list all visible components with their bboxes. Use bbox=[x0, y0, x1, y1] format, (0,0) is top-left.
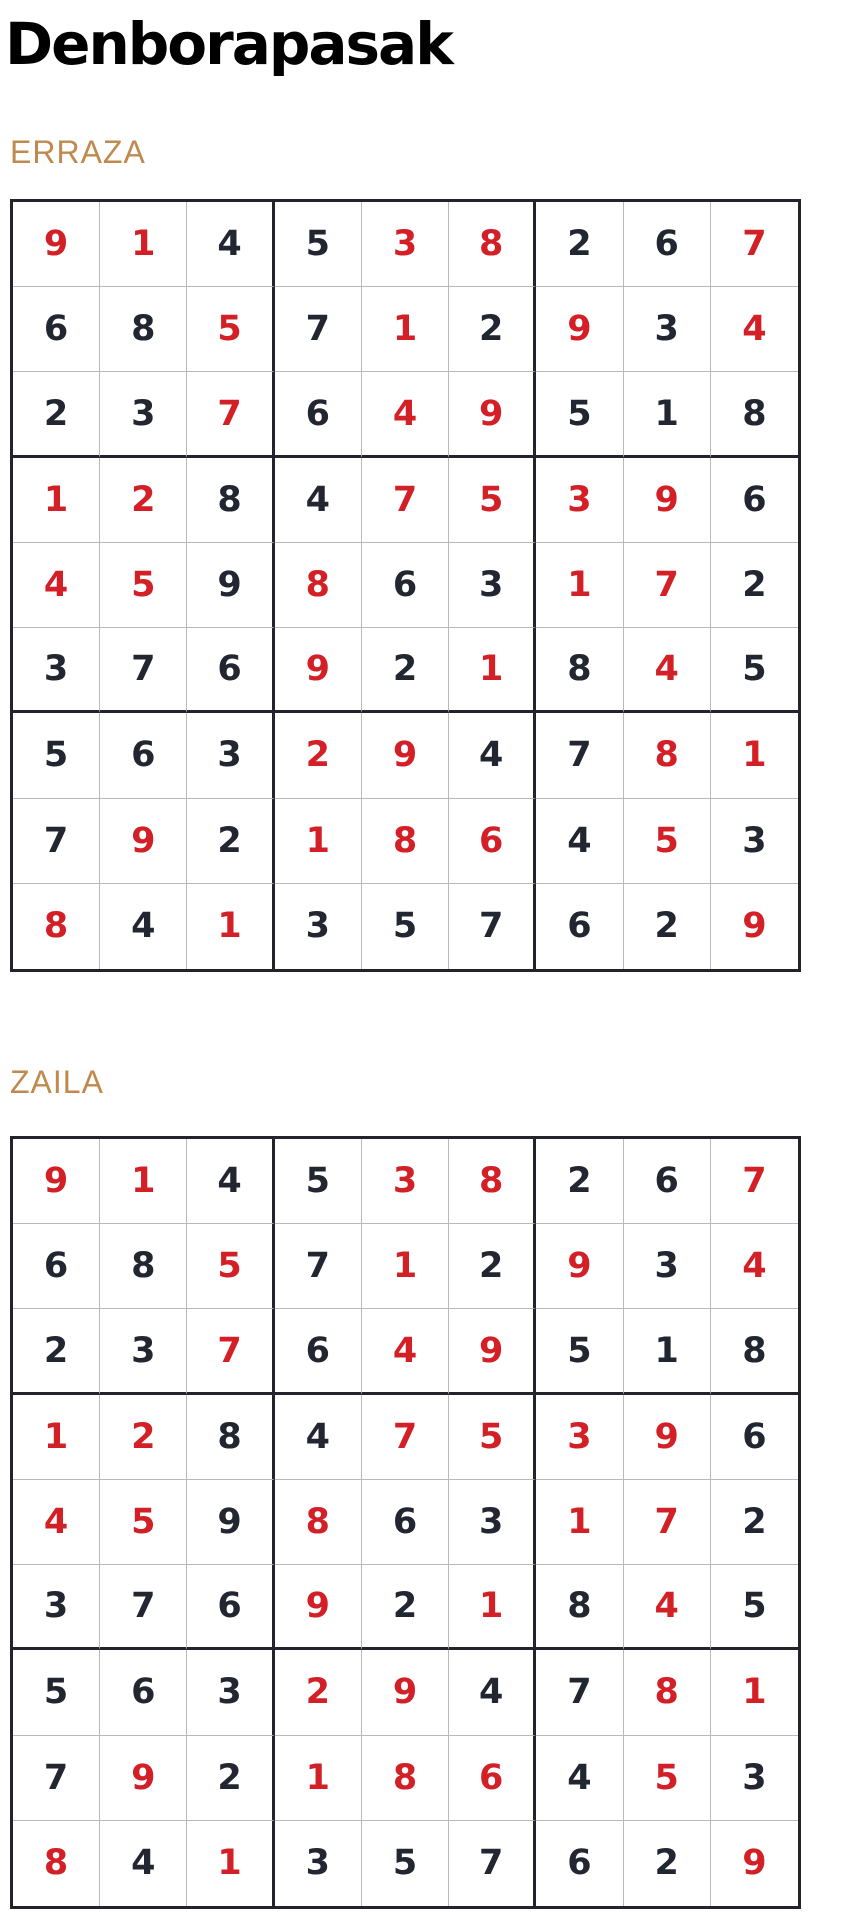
sudoku-cell: 8 bbox=[449, 1139, 536, 1224]
sudoku-cell: 1 bbox=[100, 202, 187, 287]
sudoku-cell: 1 bbox=[362, 1224, 449, 1309]
sudoku-cell: 6 bbox=[362, 1480, 449, 1565]
sudoku-cell: 2 bbox=[13, 372, 100, 457]
sudoku-cell: 1 bbox=[13, 1395, 100, 1480]
sudoku-cell: 6 bbox=[624, 1139, 711, 1224]
level-label-easy: ERRAZA bbox=[10, 134, 146, 170]
sudoku-cell: 8 bbox=[711, 372, 798, 457]
sudoku-cell: 2 bbox=[711, 1480, 798, 1565]
sudoku-cell: 2 bbox=[449, 1224, 536, 1309]
sudoku-cell: 1 bbox=[187, 1821, 274, 1906]
sudoku-cell: 8 bbox=[13, 1821, 100, 1906]
sudoku-cell: 2 bbox=[624, 1821, 711, 1906]
sudoku-cell: 8 bbox=[536, 1565, 623, 1650]
sudoku-cell: 8 bbox=[100, 1224, 187, 1309]
sudoku-cell: 3 bbox=[536, 1395, 623, 1480]
sudoku-cell: 7 bbox=[187, 1309, 274, 1394]
sudoku-cell: 2 bbox=[275, 713, 362, 798]
sudoku-cell: 1 bbox=[536, 543, 623, 628]
sudoku-cell: 2 bbox=[187, 799, 274, 884]
level-label-hard: ZAILA bbox=[10, 1064, 104, 1100]
sudoku-cell: 3 bbox=[187, 1650, 274, 1735]
sudoku-cell: 5 bbox=[275, 1139, 362, 1224]
sudoku-cell: 6 bbox=[100, 1650, 187, 1735]
sudoku-cell: 3 bbox=[536, 458, 623, 543]
sudoku-cell: 7 bbox=[13, 1736, 100, 1821]
sudoku-cell: 1 bbox=[624, 1309, 711, 1394]
sudoku-cell: 9 bbox=[275, 1565, 362, 1650]
sudoku-cell: 9 bbox=[362, 713, 449, 798]
sudoku-cell: 2 bbox=[536, 202, 623, 287]
sudoku-cell: 7 bbox=[449, 1821, 536, 1906]
sudoku-cell: 1 bbox=[711, 713, 798, 798]
sudoku-cell: 4 bbox=[624, 628, 711, 713]
sudoku-cell: 6 bbox=[100, 713, 187, 798]
sudoku-cell: 9 bbox=[187, 543, 274, 628]
sudoku-cell: 2 bbox=[100, 1395, 187, 1480]
sudoku-cell: 5 bbox=[711, 1565, 798, 1650]
sudoku-cell: 4 bbox=[13, 1480, 100, 1565]
sudoku-cell: 4 bbox=[362, 372, 449, 457]
sudoku-cell: 6 bbox=[187, 1565, 274, 1650]
sudoku-cell: 3 bbox=[711, 1736, 798, 1821]
sudoku-cell: 8 bbox=[449, 202, 536, 287]
sudoku-cell: 5 bbox=[449, 1395, 536, 1480]
sudoku-cell: 2 bbox=[275, 1650, 362, 1735]
sudoku-cell: 7 bbox=[187, 372, 274, 457]
sudoku-cell: 9 bbox=[13, 1139, 100, 1224]
sudoku-cell: 6 bbox=[536, 1821, 623, 1906]
sudoku-cell: 4 bbox=[536, 1736, 623, 1821]
sudoku-cell: 8 bbox=[362, 799, 449, 884]
sudoku-cell: 4 bbox=[449, 713, 536, 798]
sudoku-cell: 5 bbox=[711, 628, 798, 713]
sudoku-cell: 2 bbox=[13, 1309, 100, 1394]
sudoku-cell: 8 bbox=[275, 543, 362, 628]
sudoku-cell: 4 bbox=[187, 1139, 274, 1224]
sudoku-cell: 6 bbox=[711, 1395, 798, 1480]
sudoku-cell: 4 bbox=[187, 202, 274, 287]
sudoku-cell: 7 bbox=[711, 1139, 798, 1224]
sudoku-cell: 3 bbox=[449, 1480, 536, 1565]
sudoku-cell: 7 bbox=[711, 202, 798, 287]
sudoku-cell: 3 bbox=[100, 372, 187, 457]
sudoku-cell: 3 bbox=[449, 543, 536, 628]
sudoku-cell: 8 bbox=[362, 1736, 449, 1821]
sudoku-cell: 5 bbox=[13, 713, 100, 798]
sudoku-cell: 2 bbox=[711, 543, 798, 628]
sudoku-cell: 7 bbox=[624, 543, 711, 628]
sudoku-cell: 1 bbox=[13, 458, 100, 543]
sudoku-cell: 5 bbox=[362, 1821, 449, 1906]
sudoku-cell: 6 bbox=[624, 202, 711, 287]
sudoku-cell: 9 bbox=[100, 1736, 187, 1821]
sudoku-cell: 9 bbox=[536, 287, 623, 372]
sudoku-cell: 7 bbox=[362, 458, 449, 543]
sudoku-cell: 9 bbox=[624, 458, 711, 543]
sudoku-cell: 2 bbox=[362, 628, 449, 713]
sudoku-cell: 7 bbox=[624, 1480, 711, 1565]
sudoku-cell: 9 bbox=[742, 906, 767, 947]
sudoku-cell: 2 bbox=[449, 287, 536, 372]
sudoku-cell: 3 bbox=[624, 1224, 711, 1309]
sudoku-cell: 9 bbox=[362, 1650, 449, 1735]
sudoku-cell: 8 bbox=[187, 458, 274, 543]
sudoku-cell: 1 bbox=[275, 799, 362, 884]
sudoku-cell: 4 bbox=[100, 884, 187, 969]
sudoku-cell: 9 bbox=[187, 1480, 274, 1565]
sudoku-cell: 4 bbox=[624, 1565, 711, 1650]
sudoku-cell: 5 bbox=[624, 799, 711, 884]
sudoku-cell: 6 bbox=[362, 543, 449, 628]
sudoku-cell: 2 bbox=[100, 458, 187, 543]
sudoku-cell: 3 bbox=[100, 1309, 187, 1394]
sudoku-cell: 5 bbox=[187, 287, 274, 372]
sudoku-cell: 6 bbox=[187, 628, 274, 713]
sudoku-grid-hard bbox=[10, 1136, 801, 1909]
sudoku-cell: 5 bbox=[100, 543, 187, 628]
sudoku-cell: 1 bbox=[100, 1139, 187, 1224]
sudoku-cell: 3 bbox=[13, 1565, 100, 1650]
sudoku-cell: 5 bbox=[362, 884, 449, 969]
sudoku-cell: 6 bbox=[449, 799, 536, 884]
sudoku-cell: 5 bbox=[449, 458, 536, 543]
sudoku-grid-easy bbox=[10, 199, 801, 972]
sudoku-cell: 7 bbox=[275, 1224, 362, 1309]
sudoku-cell: 4 bbox=[449, 1650, 536, 1735]
sudoku-cell: 4 bbox=[275, 458, 362, 543]
sudoku-cell: 5 bbox=[13, 1650, 100, 1735]
sudoku-cell: 3 bbox=[187, 713, 274, 798]
sudoku-cell: 9 bbox=[13, 202, 100, 287]
sudoku-cell: 7 bbox=[100, 1565, 187, 1650]
sudoku-cell: 3 bbox=[711, 799, 798, 884]
sudoku-cell: 7 bbox=[275, 287, 362, 372]
sudoku-cell: 5 bbox=[187, 1224, 274, 1309]
sudoku-cell: 8 bbox=[13, 884, 100, 969]
sudoku-cell: 6 bbox=[13, 287, 100, 372]
sudoku-cell: 6 bbox=[13, 1224, 100, 1309]
sudoku-cell: 6 bbox=[449, 1736, 536, 1821]
sudoku-cell: 9 bbox=[275, 628, 362, 713]
sudoku-cell: 3 bbox=[624, 287, 711, 372]
sudoku-cell: 1 bbox=[536, 1480, 623, 1565]
sudoku-cell: 5 bbox=[100, 1480, 187, 1565]
sudoku-cell: 2 bbox=[536, 1139, 623, 1224]
sudoku-cell: 7 bbox=[449, 884, 536, 969]
sudoku-cell: 9 bbox=[449, 372, 536, 457]
sudoku-cell: 4 bbox=[536, 799, 623, 884]
sudoku-cell: 9 bbox=[742, 1843, 767, 1884]
sudoku-cell: 9 bbox=[100, 799, 187, 884]
sudoku-cell: 6 bbox=[536, 884, 623, 969]
sudoku-cell: 6 bbox=[275, 1309, 362, 1394]
sudoku-cell: 4 bbox=[13, 543, 100, 628]
sudoku-cell: 2 bbox=[187, 1736, 274, 1821]
sudoku-cell: 1 bbox=[624, 372, 711, 457]
sudoku-cell: 1 bbox=[449, 1565, 536, 1650]
sudoku-cell: 1 bbox=[275, 1736, 362, 1821]
sudoku-cell: 5 bbox=[275, 202, 362, 287]
sudoku-cell: 1 bbox=[449, 628, 536, 713]
sudoku-cell: 9 bbox=[536, 1224, 623, 1309]
sudoku-cell: 4 bbox=[362, 1309, 449, 1394]
sudoku-cell: 4 bbox=[711, 1224, 798, 1309]
sudoku-cell: 9 bbox=[624, 1395, 711, 1480]
sudoku-cell: 7 bbox=[100, 628, 187, 713]
sudoku-cell: 4 bbox=[275, 1395, 362, 1480]
sudoku-cell: 2 bbox=[362, 1565, 449, 1650]
sudoku-cell: 5 bbox=[536, 372, 623, 457]
sudoku-cell: 4 bbox=[100, 1821, 187, 1906]
sudoku-cell: 1 bbox=[362, 287, 449, 372]
page-title: Denborapasak bbox=[5, 10, 452, 78]
sudoku-cell: 8 bbox=[624, 1650, 711, 1735]
sudoku-cell: 8 bbox=[624, 713, 711, 798]
sudoku-cell: 7 bbox=[362, 1395, 449, 1480]
sudoku-cell: 5 bbox=[536, 1309, 623, 1394]
sudoku-cell: 3 bbox=[275, 884, 362, 969]
sudoku-cell: 7 bbox=[536, 1650, 623, 1735]
sudoku-cell: 7 bbox=[536, 713, 623, 798]
sudoku-cell: 8 bbox=[100, 287, 187, 372]
sudoku-cell: 3 bbox=[275, 1821, 362, 1906]
sudoku-cell: 8 bbox=[536, 628, 623, 713]
sudoku-cell: 2 bbox=[624, 884, 711, 969]
sudoku-cell: 7 bbox=[13, 799, 100, 884]
sudoku-cell: 8 bbox=[187, 1395, 274, 1480]
sudoku-cell: 4 bbox=[711, 287, 798, 372]
sudoku-cell: 9 bbox=[449, 1309, 536, 1394]
sudoku-cell: 1 bbox=[711, 1650, 798, 1735]
sudoku-cell: 1 bbox=[187, 884, 274, 969]
sudoku-cell: 5 bbox=[624, 1736, 711, 1821]
sudoku-cell: 6 bbox=[275, 372, 362, 457]
sudoku-cell: 3 bbox=[362, 202, 449, 287]
sudoku-cell: 3 bbox=[362, 1139, 449, 1224]
sudoku-cell: 8 bbox=[275, 1480, 362, 1565]
sudoku-cell: 8 bbox=[711, 1309, 798, 1394]
sudoku-cell: 6 bbox=[711, 458, 798, 543]
sudoku-cell: 3 bbox=[13, 628, 100, 713]
